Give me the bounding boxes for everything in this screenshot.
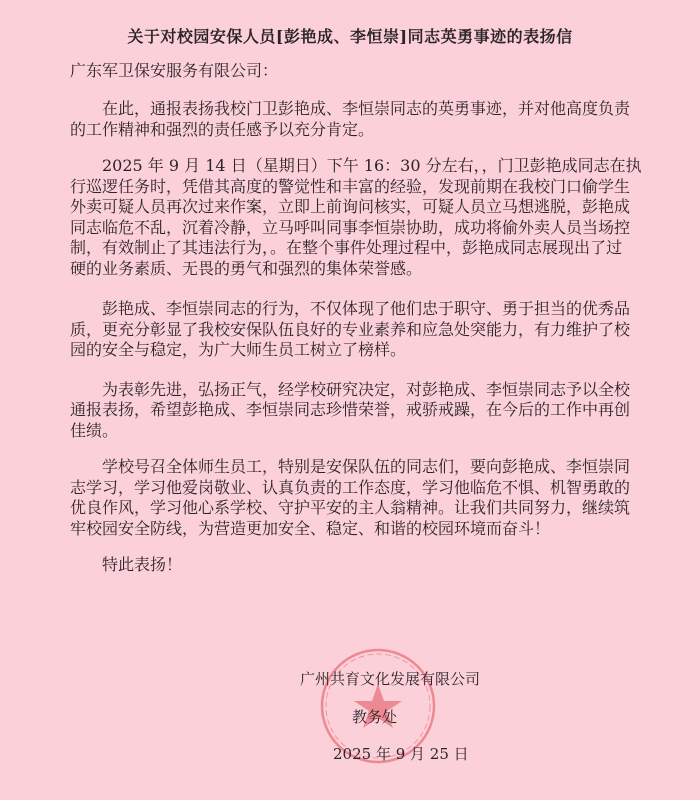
text-line: 为表彰先进，弘扬正气，经学校研究决定，对彭艳成、李恒崇同志予以全校 <box>102 379 631 399</box>
text-line: 质，更充分彰显了我校安保队伍良好的专业素养和应急处突能力，有力维护了校 <box>70 319 631 339</box>
letter-title: 关于对校园安保人员[彭艳成、李恒崇]同志英勇事迹的表扬信 <box>127 27 573 46</box>
text-line: 园的安全与稳定，为广大师生员工树立了榜样。 <box>70 340 407 359</box>
text-line: 牢校园安全防线，为营造更加安全、稳定、和谐的校园环境而奋斗！ <box>70 518 551 538</box>
salutation: 广东军卫保安服务有限公司： <box>70 61 279 80</box>
text-line: 制，有效制止了其违法行为，。在整个事件处理过程中，彭艳成同志展现出了过 <box>70 238 623 257</box>
text-line: 行巡逻任务时，凭借其高度的警觉性和丰富的经验，发现前期在我校门口偷学生 <box>70 176 631 196</box>
text-line: 同志临危不乱，沉着冷静，立马呼叫同事李恒崇协助，成功将偷外卖人员当场控 <box>70 217 631 237</box>
signature-block <box>0 669 700 764</box>
text-line: 硬的业务素质、无畏的勇气和强烈的集体荣誉感。 <box>70 258 423 278</box>
paragraph-5 <box>70 457 631 539</box>
paragraph-2 <box>70 156 642 279</box>
text-line: 学校号召全体师生员工，特别是安保队伍的同志们，要向彭艳成、李恒崇同 <box>102 457 631 476</box>
text-line: 佳绩。 <box>70 420 119 440</box>
text-line: 2025 年 9 月 14 日（星期日）下午 16：30 分左右，，门卫彭艳成同志在执 <box>102 156 642 175</box>
text-line: 在此，通报表扬我校门卫彭艳成、李恒崇同志的英勇事迹，并对他高度负责 <box>102 99 631 118</box>
closing <box>70 555 620 576</box>
signature-department: 教务处 <box>352 707 398 726</box>
text-line: 志学习，学习他爱岗敬业、认真负责的工作态度，学习他临危不惧、机智勇敢的 <box>70 477 631 497</box>
paragraph-4 <box>70 379 631 442</box>
text-line: 彭艳成、李恒崇同志的行为，不仅体现了他们忠于职守、勇于担当的优秀品 <box>102 299 631 318</box>
text-line: 优良作风，学习他心系学校、守护平安的主人翁精神。让我们共同努力，继续筑 <box>70 498 631 517</box>
paragraph-1 <box>70 99 631 140</box>
signature-date: 2025 年 9 月 25 日 <box>333 744 469 763</box>
paragraph-3 <box>70 299 631 361</box>
text-line: 的工作精神和强烈的责任感予以充分肯定。 <box>70 119 375 139</box>
signature-organization: 广州共育文化发展有限公司 <box>300 669 481 688</box>
text-line: 外卖可疑人员再次过来作案，立即上前询问核实，可疑人员立马想逃脱，彭艳成 <box>70 197 631 216</box>
text-line: 通报表扬，希望彭艳成、李恒崇同志珍惜荣誉，戒骄戒躁，在今后的工作中再创 <box>70 400 631 419</box>
text-line: 特此表扬！ <box>102 555 183 574</box>
